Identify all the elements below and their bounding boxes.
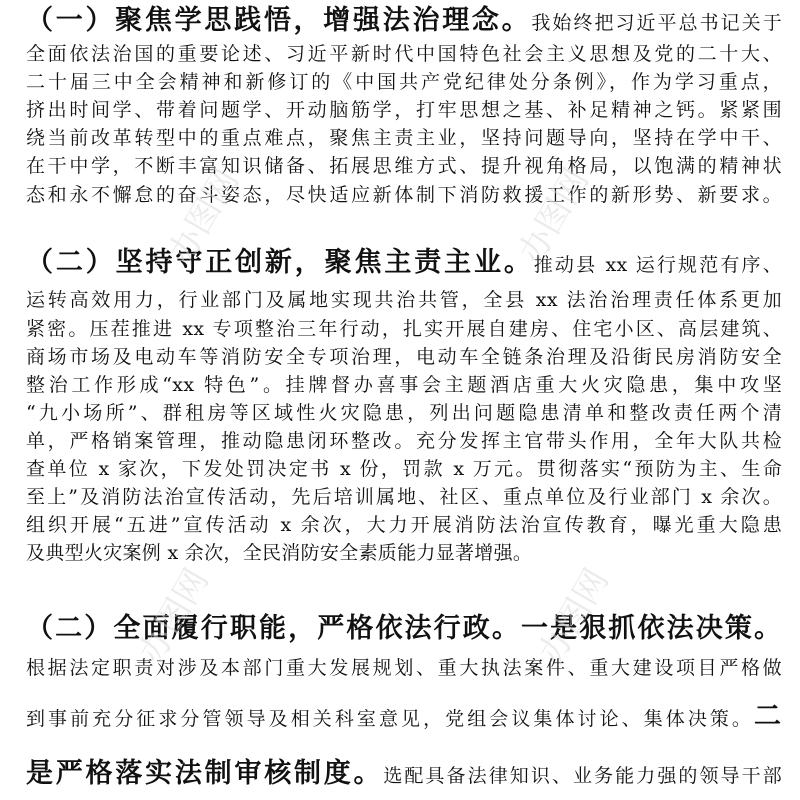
section-2-first-line bbox=[26, 246, 782, 282]
section-2-line: 及典型火灾案例 x 余次，全民消防安全素质能力显著增强。 bbox=[26, 542, 533, 564]
section-3-line-with-heading bbox=[26, 700, 782, 734]
section-1-line: 绕当前改革转型中的重点难点，聚焦主责主业，坚持问题导向，坚持在学中干、 bbox=[26, 127, 782, 149]
section-2-line: 运转高效用力，行业部门及属地实现共治共管，全县 xx 法治治理责任体系更加 bbox=[26, 289, 782, 311]
watermark: 办图网 bbox=[531, 562, 617, 671]
section-2-line: 单，严格销案管理，推动隐患闭环整改。充分发挥主官带头作用，全年大队共检 bbox=[26, 430, 782, 452]
watermark: 办图网 bbox=[131, 562, 217, 671]
section-1-first-line bbox=[26, 4, 782, 40]
watermark: 办图网 bbox=[161, 162, 247, 271]
section-1-first-line-text: 我始终把习近平总书记关于 bbox=[531, 12, 782, 34]
section-1-line: 全面依法治国的重要论述、习近平新时代中国特色社会主义思想及党的二十大、 bbox=[26, 43, 782, 65]
section-2-line: 查单位 x 家次，下发处罚决定书 x 份，罚款 x 万元。贯彻落实“预防为主、生命 bbox=[26, 458, 782, 480]
section-2-line: 整治工作形成“xx 特色”。挂牌督办喜事会主题酒店重大火灾隐患，集中攻坚 bbox=[26, 374, 782, 396]
section-2-line: 商场市场及电动车等消防安全专项治理，电动车全链条治理及沿街民房消防安全 bbox=[26, 346, 782, 368]
section-1-line: 态和永不懈怠的奋斗姿态，尽快适应新体制下消防救援工作的新形势、新要求。 bbox=[26, 184, 782, 206]
section-1-heading: （一）聚焦学思践悟，增强法治理念。 bbox=[26, 5, 532, 36]
section-3-last-line-text: 选配具备法律知识、业务能力强的领导干部 bbox=[383, 765, 782, 787]
section-2-line: 至上”及消防法治宣传活动，先后培训属地、社区、重点单位及行业部门 x 余次。 bbox=[26, 486, 782, 508]
section-2-first-line-text: 推动县 xx 运行规范有序、 bbox=[533, 254, 782, 276]
section-3-last-line bbox=[26, 757, 782, 793]
section-3-line-text: 到事前充分征求分管领导及相关科室意见，党组会议集体讨论、集体决策。 bbox=[26, 708, 754, 730]
section-1-line: 挤出时间学、带着问题学、开动脑筋学，打牢思想之基、补足精神之钙。紧紧围 bbox=[26, 99, 782, 121]
section-3-heading: （二）全面履行职能，严格依法行政。一是狠抓依法决策。 bbox=[26, 613, 782, 644]
watermark: 办图网 bbox=[511, 162, 597, 271]
section-2-heading: （二）坚持守正创新，聚焦主责主业。 bbox=[26, 247, 534, 278]
section-1-line: 二十届三中全会精神和新修订的《中国共产党纪律处分条例》，作为学习重点， bbox=[26, 71, 782, 93]
section-3-subheading-start: 二 bbox=[754, 701, 782, 732]
section-2-line: 紧密。压茬推进 xx 专项整治三年行动，扎实开展自建房、住宅小区、高层建筑、 bbox=[26, 318, 782, 340]
section-2-line: “九小场所”、群租房等区域性火灾隐患，列出问题隐患清单和整改责任两个清 bbox=[26, 402, 782, 424]
section-1-line: 在干中学，不断丰富知识储备、拓展思维方式、提升视角格局，以饱满的精神状 bbox=[26, 155, 782, 177]
section-3-line: 根据法定职责对涉及本部门重大发展规划、重大执法案件、重大建设项目严格做 bbox=[26, 657, 782, 679]
section-3-subheading: 是严格落实法制审核制度。 bbox=[26, 758, 384, 789]
section-2-line: 组织开展“五进”宣传活动 x 余次，大力开展消防法治宣传教育，曝光重大隐患 bbox=[26, 514, 782, 536]
